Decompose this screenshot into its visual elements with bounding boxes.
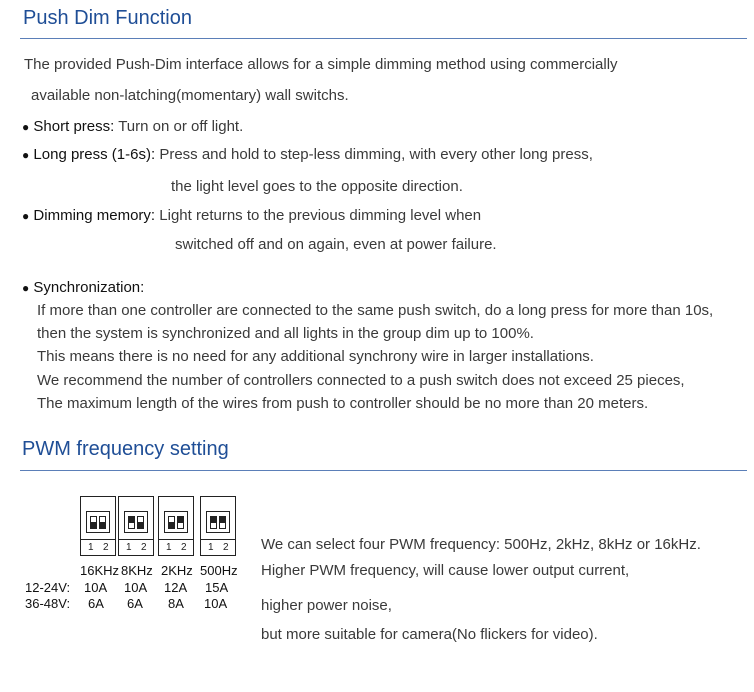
sync-item: [22, 279, 144, 296]
sync-line-4: We recommend the number of controllers connected to a push switch does not exceed 25 pieces,: [37, 372, 685, 389]
table-cell: 10A: [84, 580, 108, 595]
freq-label-500hz: 500Hz: [200, 563, 238, 578]
dip-switch-8khz: [118, 496, 154, 556]
memory-text: Light returns to the previous dimming level when: [159, 207, 482, 224]
bullet-icon: ●: [22, 148, 30, 162]
short-press-text: Turn on or off light.: [118, 118, 244, 135]
long-press-label: Long press (1-6s):: [33, 146, 156, 163]
sync-line-2: then the system is synchronized and all lights in the group dim up to 100%.: [37, 325, 534, 342]
table-cell: 6A: [127, 596, 143, 611]
freq-label-16khz: 16KHz: [80, 563, 120, 578]
switch-number: 2: [141, 542, 147, 553]
long-press-cont: the light level goes to the opposite direction.: [171, 178, 463, 195]
pwm-desc-line-4: but more suitable for camera(No flickers for video).: [261, 626, 598, 643]
pwm-desc-line-2: Higher PWM frequency, will cause lower output current,: [261, 562, 630, 579]
table-cell: 12A: [164, 580, 188, 595]
dip-switch-2khz: [158, 496, 194, 556]
freq-label-2khz: 2KHz: [161, 563, 193, 578]
switch-number: 1: [208, 542, 214, 553]
pwm-desc-line-3: higher power noise,: [261, 597, 392, 614]
section-title-pwm: PWM frequency setting: [22, 438, 229, 460]
long-press-text: Press and hold to step-less dimming, with every other long press,: [159, 146, 593, 163]
row-label-36-48v: 36-48V:: [25, 596, 71, 611]
short-press-item: [22, 118, 243, 135]
sync-line-1: If more than one controller are connected to the same push switch, do a long press for more than 10s,: [37, 302, 714, 319]
title-underline: [20, 38, 747, 39]
table-cell: 8A: [168, 596, 184, 611]
memory-label: Dimming memory:: [33, 207, 156, 224]
freq-label-8khz: 8KHz: [121, 563, 153, 578]
bullet-icon: ●: [22, 281, 30, 295]
section-title-push-dim: Push Dim Function: [23, 7, 192, 29]
long-press-item: [22, 146, 593, 163]
switch-number: 2: [181, 542, 187, 553]
dip-switch-16khz: [80, 496, 116, 556]
switch-number: 1: [126, 542, 132, 553]
switch-number: 1: [88, 542, 94, 553]
bullet-icon: ●: [22, 209, 30, 223]
intro-line-1: The provided Push-Dim interface allows for a simple dimming method using commercially: [24, 56, 618, 73]
table-cell: 6A: [88, 596, 104, 611]
memory-item: [22, 207, 481, 224]
short-press-label: Short press:: [33, 118, 115, 135]
title-underline: [20, 470, 747, 471]
table-cell: 10A: [204, 596, 228, 611]
switch-number: 2: [223, 542, 229, 553]
memory-cont: switched off and on again, even at power failure.: [175, 236, 497, 253]
sync-label: Synchronization:: [33, 279, 145, 296]
bullet-icon: ●: [22, 120, 30, 134]
dip-switch-500hz: [200, 496, 236, 556]
row-label-12-24v: 12-24V:: [25, 580, 71, 595]
table-cell: 15A: [205, 580, 229, 595]
sync-line-5: The maximum length of the wires from push to controller should be no more than 20 meters.: [37, 395, 649, 412]
switch-number: 1: [166, 542, 172, 553]
intro-line-2: available non-latching(momentary) wall switchs.: [31, 87, 349, 104]
switch-number: 2: [103, 542, 109, 553]
table-cell: 10A: [124, 580, 148, 595]
pwm-desc-line-1: We can select four PWM frequency: 500Hz, 2kHz, 8kHz or 16kHz.: [261, 536, 701, 553]
sync-line-3: This means there is no need for any additional synchrony wire in larger installations.: [37, 348, 594, 365]
